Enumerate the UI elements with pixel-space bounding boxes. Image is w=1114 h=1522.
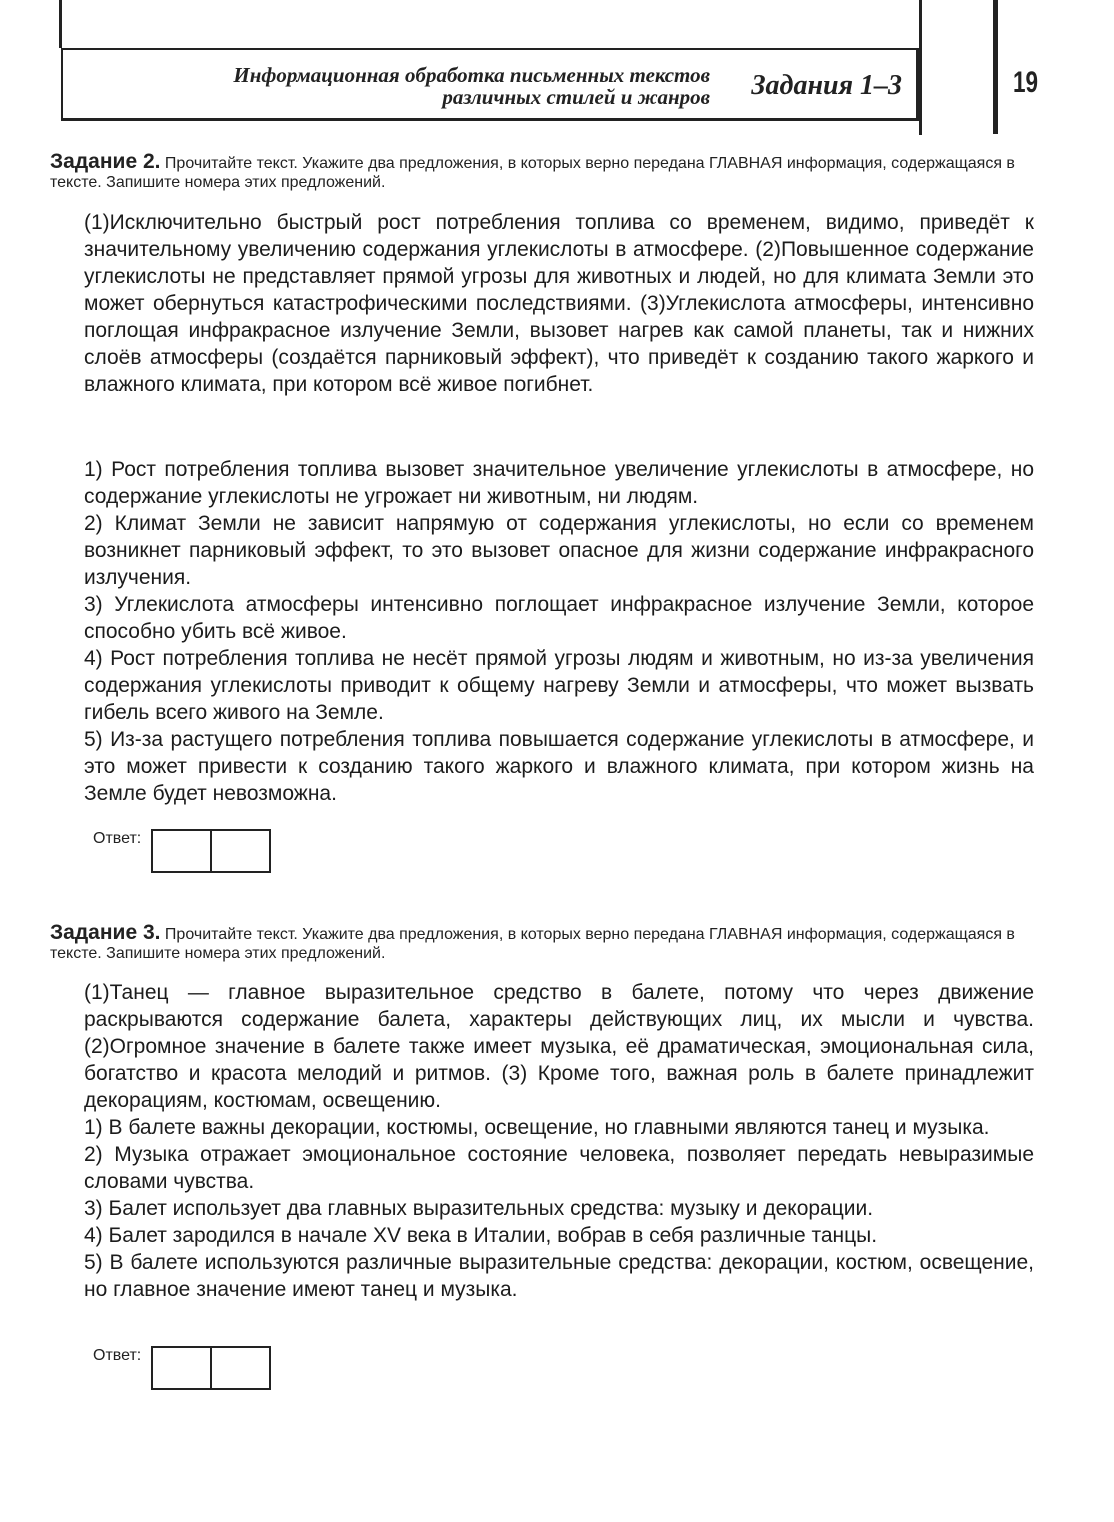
header-tasks-range: Задания 1–3	[751, 70, 902, 101]
header-left-rule	[59, 0, 62, 48]
task-3-answer-label: Ответ:	[93, 1347, 142, 1364]
task-2-instruction: Прочитайте текст. Укажите два предложения, в которых верно передана ГЛАВНАЯ информация, содержащаяся в тексте. Запишите номера этих предложений.	[50, 155, 1015, 191]
task-3-options	[84, 1114, 1034, 1303]
task-2-options	[84, 456, 1034, 807]
task-3-intro	[50, 923, 1035, 963]
running-header	[61, 48, 919, 121]
header-right-rule	[919, 0, 922, 135]
task-3-label: Задание 3.	[50, 921, 161, 944]
page-number: 19	[1013, 66, 1039, 99]
header-subject	[233, 64, 710, 108]
task-2-option-5: 5) Из-за растущего потребления топлива повышается содержание углекислоты в атмосфере, и это может привести к созданию такого жаркого и влажного климата, при котором жизнь на Земле будет невозможна.	[84, 728, 1034, 805]
task-3-option-2: 2) Музыка отражает эмоциональное состояние человека, позволяет передать невыразимые словами чувства.	[84, 1143, 1034, 1193]
page-edge-rule	[993, 0, 998, 134]
task-3-answer	[93, 1346, 271, 1390]
task-2-intro	[50, 152, 1035, 192]
task-2-option-4: 4) Рост потребления топлива не несёт прямой угрозы людям и животным, но из-за увеличения содержания углекислоты приводит к общему нагреву Земли и атмосферы, что может вызвать гибель всего живого на Земле.	[84, 647, 1034, 724]
task-3-option-4: 4) Балет зародился в начале XV века в Италии, вобрав в себя различные танцы.	[84, 1224, 878, 1247]
header-subject-line2: различных стилей и жанров	[442, 85, 710, 109]
task-2-option-2: 2) Климат Земли не зависит напрямую от содержания углекислоты, но если со временем возникнет парниковый эффект, то это вызовет опасное для жизни содержание инфракрасного излучения.	[84, 512, 1034, 589]
header-subject-line1: Информационная обработка письменных текстов	[233, 63, 710, 87]
task-2-answer-cell-1[interactable]	[153, 831, 210, 871]
task-2-label: Задание 2.	[50, 150, 161, 173]
task-3-instruction: Прочитайте текст. Укажите два предложения, в которых верно передана ГЛАВНАЯ информация, содержащаяся в тексте. Запишите номера этих предложений.	[50, 926, 1015, 962]
task-3-option-3: 3) Балет использует два главных выразительных средства: музыку и декорации.	[84, 1197, 874, 1220]
task-2-answer-cell-2[interactable]	[210, 831, 269, 871]
task-3-text: (1)Танец — главное выразительное средство в балете, потому что через движение раскрываются содержание балета, характеры действующих лиц, их мысли и чувства. (2)Огромное значение в балете также имеет музыка, её драматическая, эмоциональная сила, богатство и красота мелодий и ритмов. (3) Кроме того, важная роль в балете принадлежит декорациям, костюмам, освещению.	[84, 981, 1034, 1112]
task-3-option-1: 1) В балете важны декорации, костюмы, освещение, но главными являются танец и музыка.	[84, 1116, 990, 1139]
task-2-answer	[93, 829, 271, 873]
task-3-answer-cell-2[interactable]	[210, 1348, 269, 1388]
task-2-option-3: 3) Углекислота атмосферы интенсивно поглощает инфракрасное излучение Земли, которое способно убить всё живое.	[84, 593, 1034, 643]
task-2-option-1: 1) Рост потребления топлива вызовет значительное увеличение углекислоты в атмосфере, но содержание углекислоты не угрожает ни животным, ни людям.	[84, 458, 1034, 508]
task-3-answer-box	[151, 1346, 271, 1390]
task-2-text: (1)Исключительно быстрый рост потребления топлива со временем, видимо, приведёт к значительному увеличению содержания углекислоты в атмосфере. (2)Повышенное содержание углекислоты не представляет прямой угрозы для животных и людей, но для климата Земли это может обернуться катастрофическими последствиями. (3)Углекислота атмосферы, интенсивно поглощая инфракрасное излучение Земли, вызовет нагрев как самой планеты, так и нижних слоёв атмосферы (создаётся парниковый эффект), что приведёт к созданию такого жаркого и влажного климата, при котором всё живое погибнет.	[84, 211, 1034, 396]
task-2-answer-label: Ответ:	[93, 830, 142, 847]
task-2-answer-box	[151, 829, 271, 873]
task-3-answer-cell-1[interactable]	[153, 1348, 210, 1388]
task-3-option-5: 5) В балете используются различные выразительные средства: декорации, костюм, освещение, но главное значение имеют танец и музыка.	[84, 1251, 1034, 1301]
